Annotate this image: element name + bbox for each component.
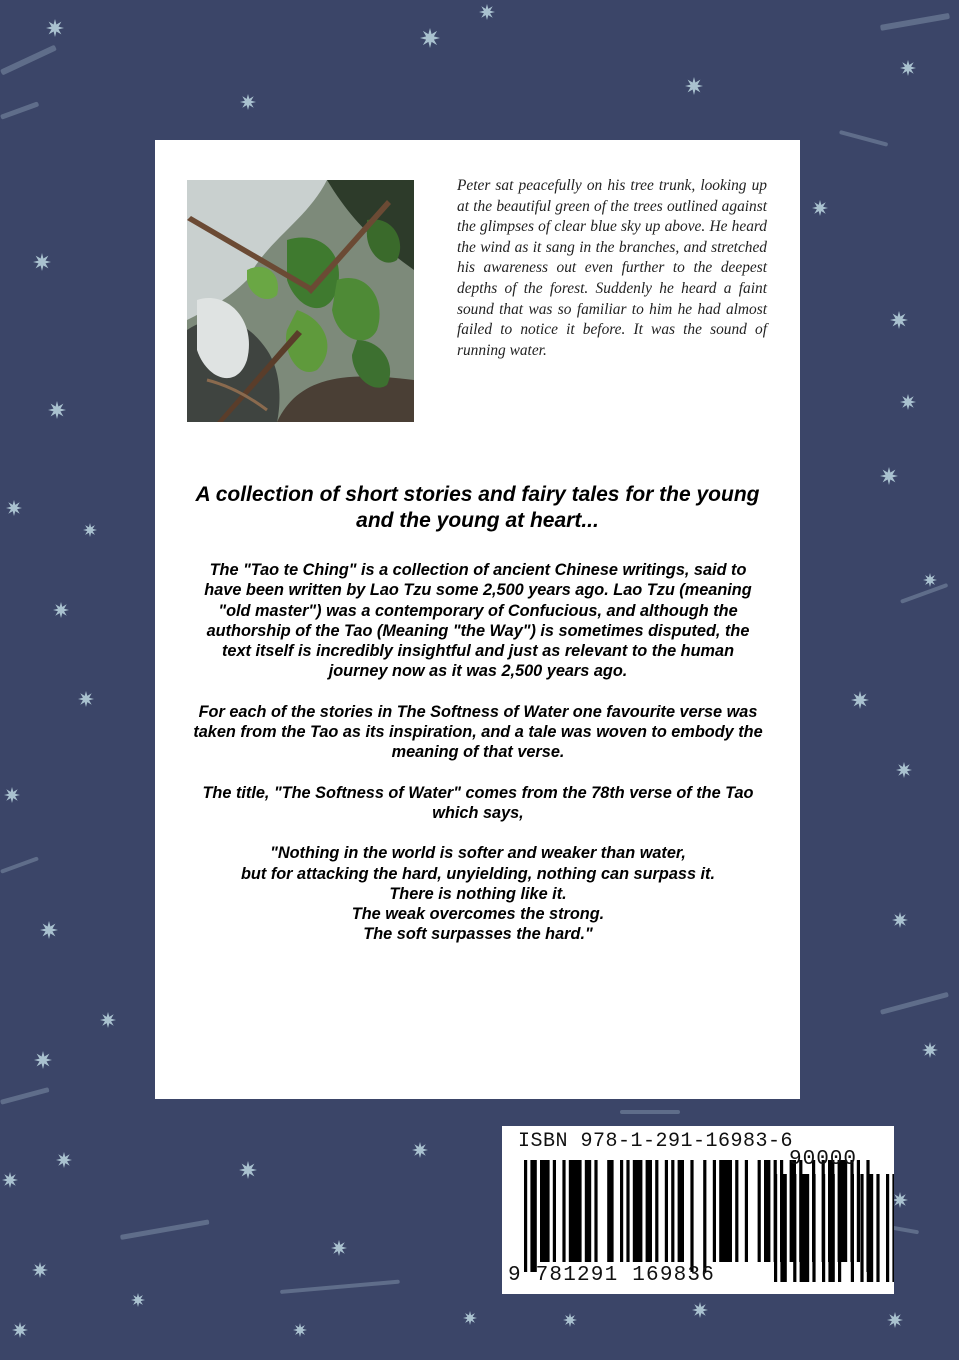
star-decoration <box>331 1240 347 1256</box>
addon-bar <box>838 1174 841 1282</box>
addon-bar <box>828 1174 834 1282</box>
star-decoration <box>479 4 495 20</box>
star-decoration <box>293 1323 307 1337</box>
star-decoration <box>420 28 440 48</box>
barcode-bar <box>764 1160 770 1262</box>
addon-bar <box>876 1174 879 1282</box>
addon-bar <box>780 1174 786 1282</box>
isbn-label: ISBN 978-1-291-16983-6 <box>518 1130 794 1153</box>
star-decoration <box>892 912 908 928</box>
star-decoration <box>83 523 97 537</box>
quote-line: The soft surpasses the hard." <box>363 925 593 944</box>
barcode-bar <box>553 1160 556 1262</box>
barcode-bar <box>745 1160 748 1262</box>
star-decoration <box>239 1161 257 1179</box>
addon-bar <box>851 1174 854 1282</box>
addon-bar <box>886 1174 889 1282</box>
barcode-bar <box>719 1160 732 1262</box>
barcode-bar <box>524 1160 527 1272</box>
star-decoration <box>33 253 51 271</box>
barcode-bar <box>713 1160 716 1262</box>
quote-line: The weak overcomes the strong. <box>351 905 605 924</box>
star-decoration <box>922 1042 938 1058</box>
barcode-bar <box>530 1160 536 1272</box>
barcode-bar <box>690 1160 693 1272</box>
star-decoration <box>892 1192 908 1208</box>
scuff-decoration <box>620 1110 680 1114</box>
star-decoration <box>100 1012 116 1028</box>
star-decoration <box>900 60 916 76</box>
barcode-bar <box>594 1160 597 1262</box>
star-decoration <box>40 921 58 939</box>
price-code: 90000 <box>789 1148 858 1171</box>
quote-line: There is nothing like it. <box>389 884 567 903</box>
barcode-bar <box>540 1160 550 1262</box>
quote-line: but for attacking the hard, unyielding, nothing can surpass it. <box>240 864 715 883</box>
tagline-heading: A collection of short stories and fairy tales for the young and the young at heart... <box>195 483 760 532</box>
star-decoration <box>563 1313 577 1327</box>
addon-bar <box>860 1174 863 1282</box>
star-decoration <box>53 602 69 618</box>
addon-bar <box>867 1174 873 1282</box>
star-decoration <box>6 500 22 516</box>
barcode-bar <box>607 1160 613 1262</box>
star-decoration <box>34 1051 52 1069</box>
star-decoration <box>692 1302 708 1318</box>
addon-bar <box>793 1174 796 1282</box>
description-body <box>193 560 763 945</box>
star-decoration <box>12 1322 28 1338</box>
star-decoration <box>4 787 20 803</box>
back-cover-panel <box>155 140 800 1099</box>
tao-verse-quote <box>193 843 763 944</box>
star-decoration <box>463 1311 477 1325</box>
barcode-bar <box>678 1160 684 1262</box>
addon-bar <box>822 1174 825 1282</box>
story-excerpt: Peter sat peacefully on his tree trunk, looking up at the beautiful green of the trees outlined against the glimpses of clear blue sky up above. He heard the wind as it sang in the branches, and stretched his awareness out even further to the deepest depths of the forest. Suddenly he heard a faint sound that was so familiar to him he had almost failed to notice it before. It was the sound of running water. <box>457 177 767 359</box>
barcode-bar <box>857 1160 860 1262</box>
star-decoration <box>685 77 703 95</box>
addon-bar <box>774 1174 777 1282</box>
star-decoration <box>48 401 66 419</box>
barcode-bar <box>585 1160 591 1262</box>
description-paragraph: The title, "The Softness of Water" comes from the 78th verse of the Tao which says, <box>202 783 754 822</box>
description-paragraph: The "Tao te Ching" is a collection of ancient Chinese writings, said to have been written by Lao Tzu some 2,500 years ago. Lao Tzu (meaning "old master") was a contemporary of Confucious, and although the authorship of the Tao (Meaning "the Way") is sometimes disputed, the text itself is incredibly insightful and just as relevant to the human journey now as it was 2,500 years ago. <box>204 561 752 681</box>
quote-line: "Nothing in the world is softer and weaker than water, <box>270 844 686 863</box>
barcode-bar <box>671 1160 674 1262</box>
star-decoration <box>56 1152 72 1168</box>
star-decoration <box>32 1262 48 1278</box>
barcode-bar <box>703 1160 706 1272</box>
addon-bar <box>812 1174 815 1282</box>
barcode-bar <box>562 1160 565 1262</box>
star-decoration <box>900 394 916 410</box>
star-decoration <box>46 19 64 37</box>
isbn-barcode <box>502 1126 894 1294</box>
barcode-bar <box>569 1160 582 1262</box>
star-decoration <box>78 691 94 707</box>
barcode-bar <box>633 1160 643 1262</box>
barcode-bar <box>735 1160 738 1262</box>
star-decoration <box>240 94 256 110</box>
ean-digits: 9 781291 169836 <box>508 1264 716 1287</box>
star-decoration <box>887 1312 903 1328</box>
barcode-bar <box>646 1160 652 1262</box>
star-decoration <box>2 1172 18 1188</box>
star-decoration <box>923 573 937 587</box>
barcode-bar <box>655 1160 658 1262</box>
barcode-bar <box>626 1160 629 1262</box>
forest-plant-photo <box>187 180 414 422</box>
barcode-bar <box>620 1160 623 1262</box>
star-decoration <box>851 691 869 709</box>
star-decoration <box>880 467 898 485</box>
star-decoration <box>890 311 908 329</box>
addon-bar <box>800 1174 810 1282</box>
barcode-bar <box>665 1160 668 1262</box>
description-paragraph: For each of the stories in The Softness of Water one favourite verse was taken from the Tao as its inspiration, and a tale was woven to embody the meaning of that verse. <box>193 702 763 762</box>
star-decoration <box>131 1293 145 1307</box>
star-decoration <box>812 200 828 216</box>
barcode-bar <box>758 1160 761 1262</box>
star-decoration <box>412 1142 428 1158</box>
star-decoration <box>896 762 912 778</box>
addon-bar <box>892 1174 894 1282</box>
